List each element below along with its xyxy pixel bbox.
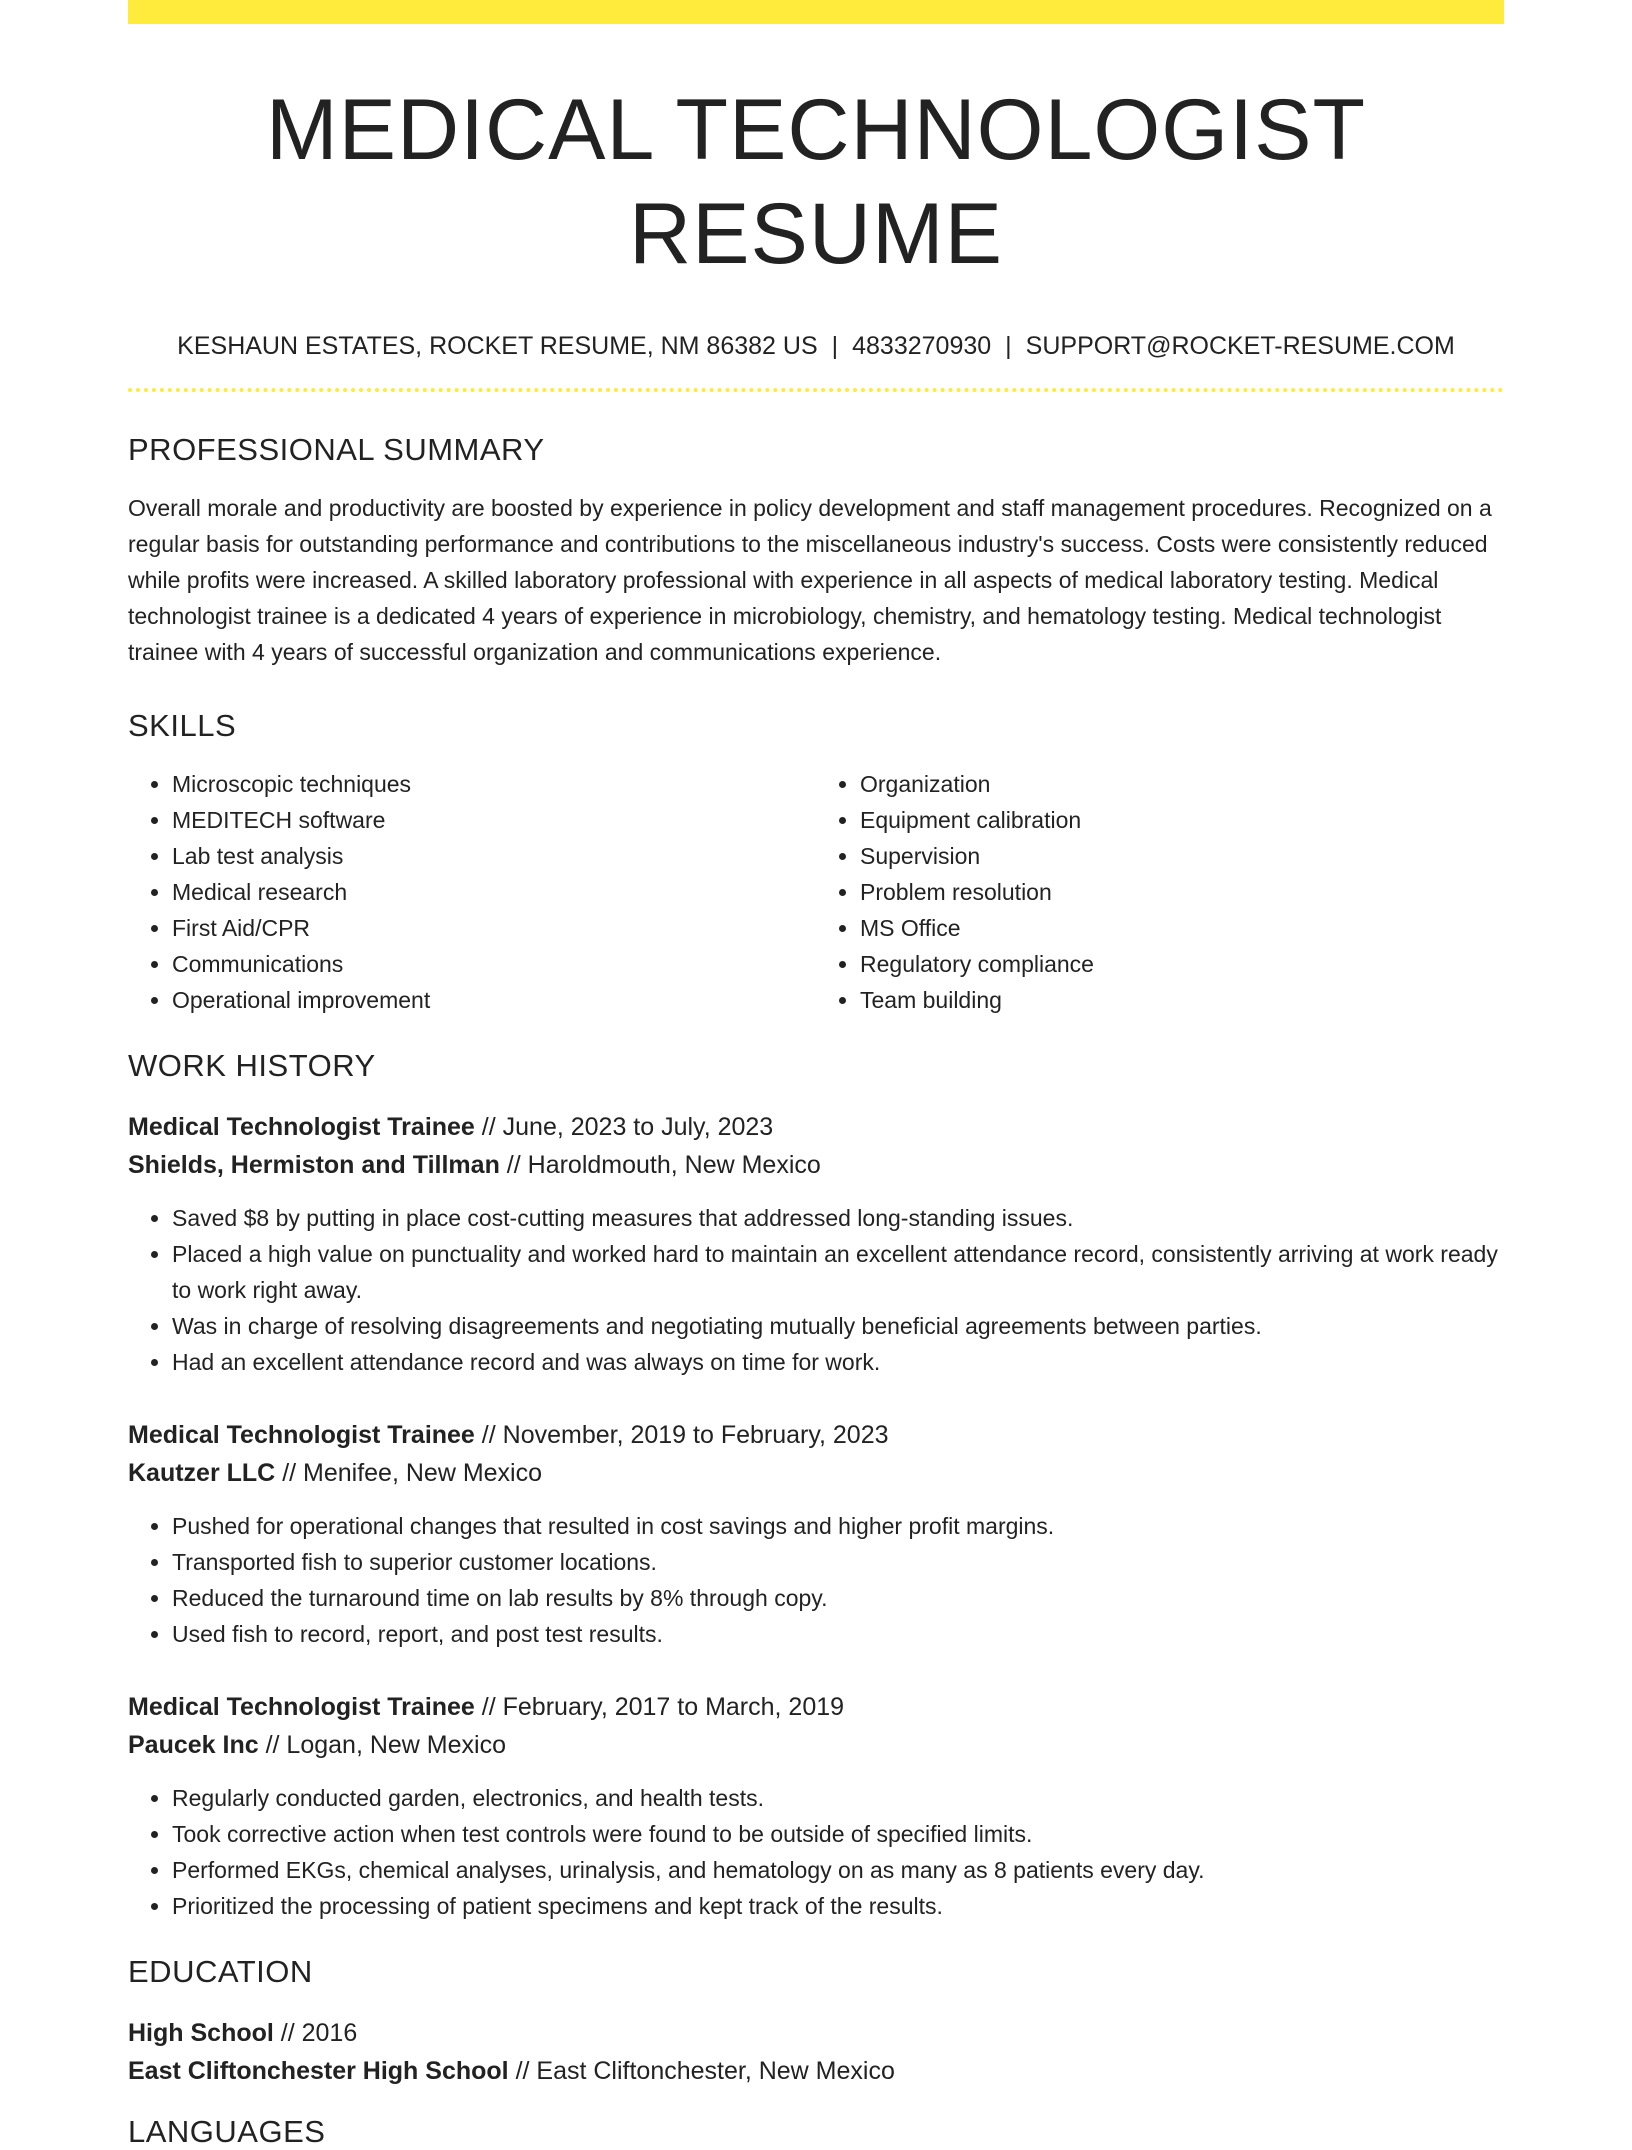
education-section xyxy=(128,1954,1504,2090)
dotted-divider xyxy=(128,388,1504,392)
work-history-section xyxy=(128,1048,1504,1924)
job-company: Kautzer LLC xyxy=(128,1459,276,1487)
resume-title: MEDICAL TECHNOLOGIST RESUME xyxy=(266,82,1366,282)
skill-item: • MS Office xyxy=(860,910,1504,946)
education-year: // 2016 xyxy=(280,2019,358,2047)
skill-item: • First Aid/CPR xyxy=(172,910,816,946)
job-company-line xyxy=(128,1726,1504,1764)
job-bullets xyxy=(128,1780,1504,1924)
job-dates: // November, 2019 to February, 2023 xyxy=(481,1421,889,1449)
job-title-line xyxy=(128,1688,1504,1726)
languages-section xyxy=(128,2114,1504,2150)
job-title-line xyxy=(128,1416,1504,1454)
skills-list-right xyxy=(816,766,1504,1018)
job-company: Shields, Hermiston and Tillman xyxy=(128,1151,500,1179)
job-bullet: • Saved $8 by putting in place cost-cutting measures that addressed long-standing issues. xyxy=(172,1200,1504,1236)
job-bullet: • Prioritized the processing of patient specimens and kept track of the results. xyxy=(172,1888,1504,1924)
job-bullet: • Took corrective action when test controls were found to be outside of specified limits. xyxy=(172,1816,1504,1852)
skills-heading: SKILLS xyxy=(128,708,237,743)
job-bullet: • Transported fish to superior customer locations. xyxy=(172,1544,1504,1580)
contact-line xyxy=(128,330,1504,362)
job-bullet: • Reduced the turnaround time on lab results by 8% through copy. xyxy=(172,1580,1504,1616)
skill-item: • Organization xyxy=(860,766,1504,802)
job-entry xyxy=(128,1108,1504,1380)
job-company-line xyxy=(128,1454,1504,1492)
job-company: Paucek Inc xyxy=(128,1731,259,1759)
education-location: // East Cliftonchester, New Mexico xyxy=(515,2057,895,2085)
education-degree: High School xyxy=(128,2019,274,2047)
skill-item: • Equipment calibration xyxy=(860,802,1504,838)
job-bullet: • Was in charge of resolving disagreements and negotiating mutually beneficial agreements between parties. xyxy=(172,1308,1504,1344)
job-location: // Menifee, New Mexico xyxy=(282,1459,543,1487)
contact-email: SUPPORT@ROCKET-RESUME.COM xyxy=(1025,332,1455,360)
job-location: // Logan, New Mexico xyxy=(265,1731,506,1759)
skills-section xyxy=(128,708,1504,1018)
languages-heading: LANGUAGES xyxy=(128,2114,326,2149)
skill-item: • MEDITECH software xyxy=(172,802,816,838)
job-bullet: • Placed a high value on punctuality and worked hard to maintain an excellent attendance record, consistently arriving at work ready to work right away. xyxy=(172,1236,1504,1308)
job-bullets xyxy=(128,1200,1504,1380)
education-degree-line xyxy=(128,2014,1504,2052)
job-title: Medical Technologist Trainee xyxy=(128,1113,475,1141)
summary-heading: PROFESSIONAL SUMMARY xyxy=(128,432,545,467)
resume-content xyxy=(128,0,1504,2150)
skills-columns xyxy=(128,766,1504,1018)
education-school-line xyxy=(128,2052,1504,2090)
job-dates: // February, 2017 to March, 2019 xyxy=(481,1693,845,1721)
education-heading: EDUCATION xyxy=(128,1954,313,1989)
skill-item: • Problem resolution xyxy=(860,874,1504,910)
job-company-line xyxy=(128,1146,1504,1184)
job-title: Medical Technologist Trainee xyxy=(128,1693,475,1721)
education-school: East Cliftonchester High School xyxy=(128,2057,509,2085)
job-bullet: • Pushed for operational changes that resulted in cost savings and higher profit margins. xyxy=(172,1508,1504,1544)
job-bullet: • Regularly conducted garden, electronics, and health tests. xyxy=(172,1780,1504,1816)
job-bullets xyxy=(128,1508,1504,1652)
job-bullet: • Used fish to record, report, and post test results. xyxy=(172,1616,1504,1652)
skill-item: • Supervision xyxy=(860,838,1504,874)
job-dates: // June, 2023 to July, 2023 xyxy=(481,1113,774,1141)
work-history-heading: WORK HISTORY xyxy=(128,1048,376,1083)
education-entry xyxy=(128,2014,1504,2090)
contact-separator: | xyxy=(831,332,839,360)
job-title: Medical Technologist Trainee xyxy=(128,1421,475,1449)
job-entry xyxy=(128,1688,1504,1924)
job-bullet: • Performed EKGs, chemical analyses, urinalysis, and hematology on as many as 8 patients every day. xyxy=(172,1852,1504,1888)
skill-item: • Team building xyxy=(860,982,1504,1018)
job-bullet: • Had an excellent attendance record and was always on time for work. xyxy=(172,1344,1504,1380)
contact-separator: | xyxy=(1005,332,1012,360)
skill-item: • Medical research xyxy=(172,874,816,910)
skill-item: • Lab test analysis xyxy=(172,838,816,874)
summary-text: Overall morale and productivity are boosted by experience in policy development and staff management procedures. Recognized on a regular basis for outstanding performance and contributions to the miscellaneous industry's success. Costs were consistently reduced while profits were increased. A skilled laboratory professional with experience in all aspects of medical laboratory testing. Medical technologist trainee is a dedicated 4 years of experience in microbiology, chemistry, and hematology testing. Medical technologist trainee with 4 years of successful organization and communications experience. xyxy=(128,495,1492,665)
job-location: // Haroldmouth, New Mexico xyxy=(506,1151,821,1179)
skill-item: • Microscopic techniques xyxy=(172,766,816,802)
skill-item: • Regulatory compliance xyxy=(860,946,1504,982)
contact-address: KESHAUN ESTATES, ROCKET RESUME, NM 86382 US xyxy=(177,332,818,360)
contact-phone: 4833270930 xyxy=(852,332,992,360)
skill-item: • Communications xyxy=(172,946,816,982)
job-title-line xyxy=(128,1108,1504,1146)
skills-list-left xyxy=(128,766,816,1018)
skill-item: • Operational improvement xyxy=(172,982,816,1018)
job-entry xyxy=(128,1416,1504,1652)
summary-section xyxy=(128,432,1504,670)
